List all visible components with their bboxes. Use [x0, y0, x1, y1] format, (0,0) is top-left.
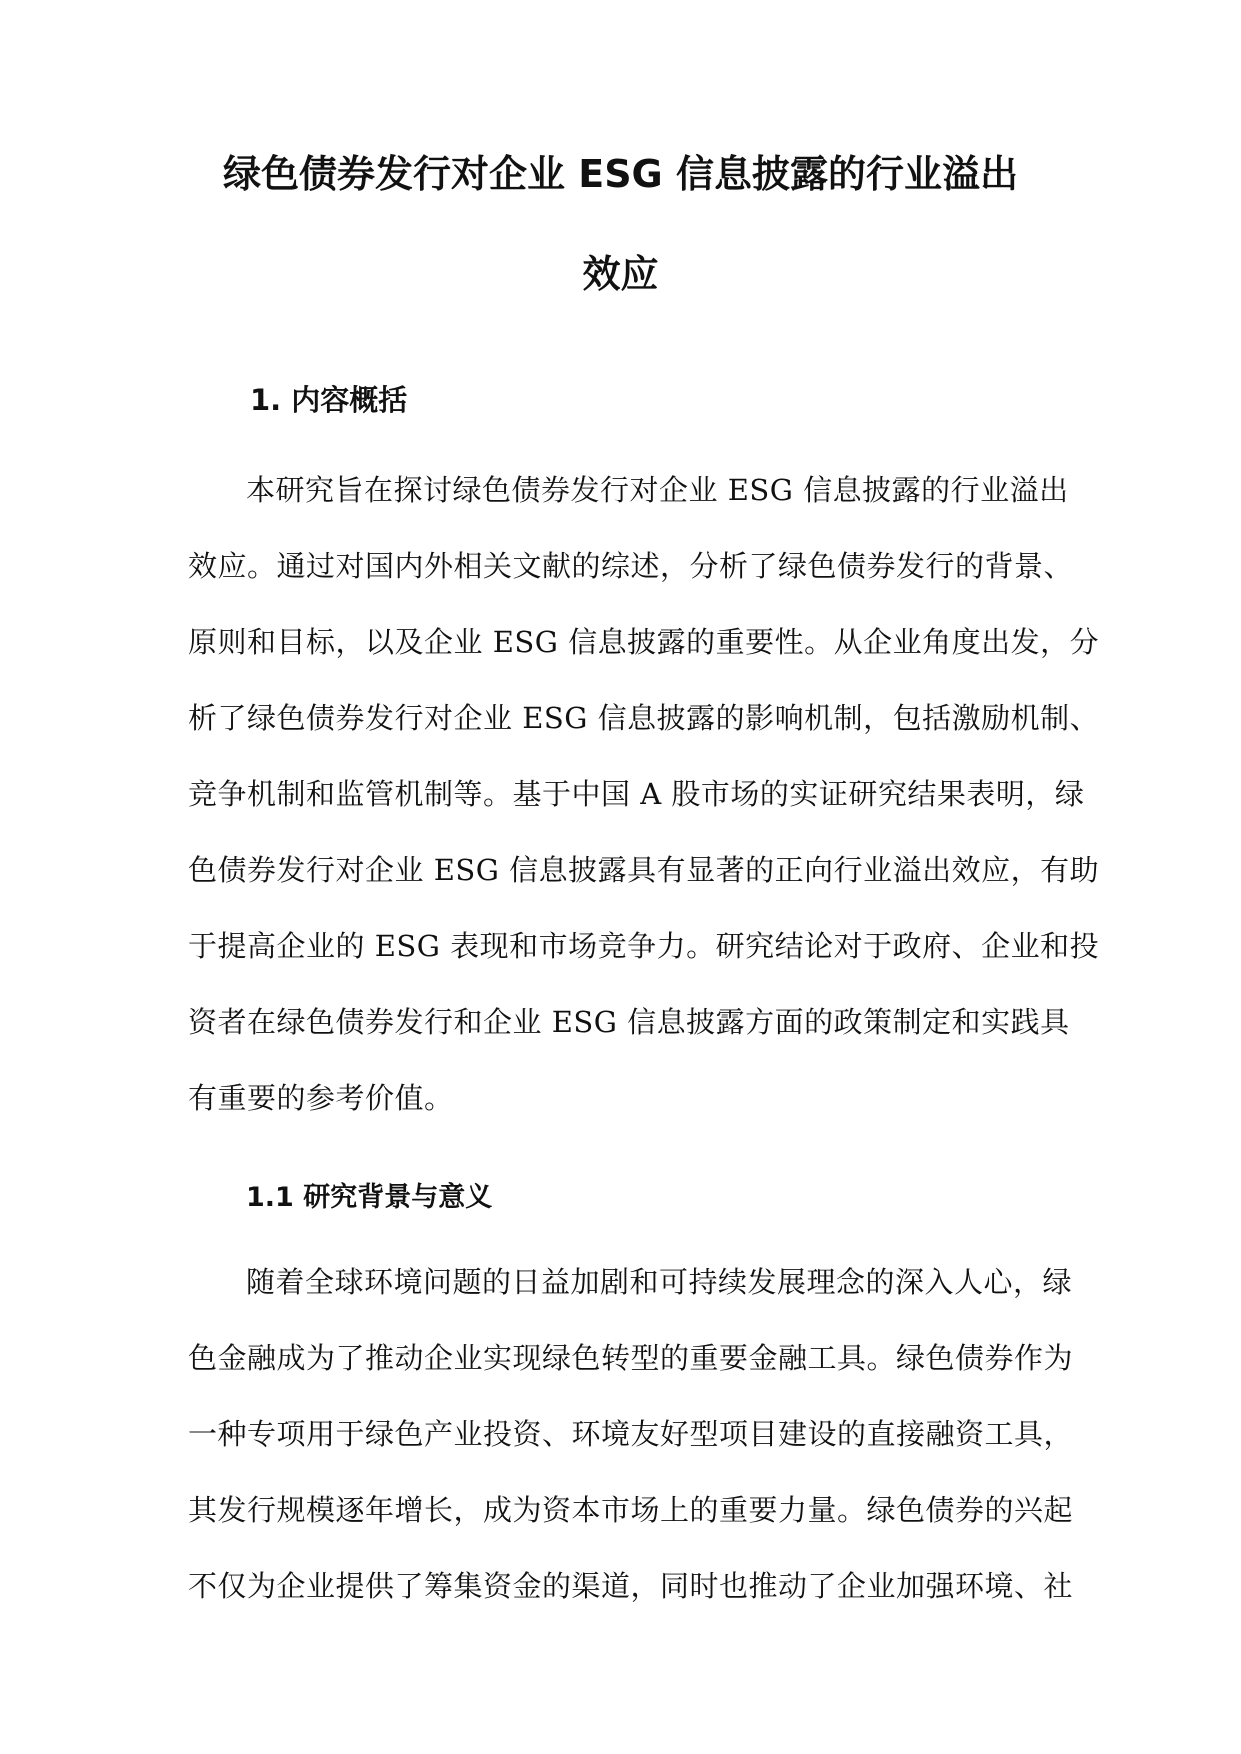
document-title-line-1: 绿色债券发行对企业 ESG 信息披露的行业溢出 [223, 152, 1018, 196]
paragraph-line: 其发行规模逐年增长，成为资本市场上的重要力量。绿色债券的兴起 [188, 1493, 1074, 1527]
paragraph-line: 一种专项用于绿色产业投资、环境友好型项目建设的直接融资工具， [188, 1417, 1074, 1451]
paragraph-line: 资者在绿色债券发行和企业 ESG 信息披露方面的政策制定和实践具 [188, 1005, 1070, 1039]
paragraph-line: 效应。通过对国内外相关文献的综述，分析了绿色债券发行的背景、 [188, 549, 1074, 583]
section-heading-1: 1. 内容概括 [250, 383, 408, 417]
paragraph-line: 不仅为企业提供了筹集资金的渠道，同时也推动了企业加强环境、社 [188, 1569, 1074, 1603]
paragraph-line: 有重要的参考价值。 [188, 1081, 454, 1115]
paragraph-line: 色债券发行对企业 ESG 信息披露具有显著的正向行业溢出效应，有助 [188, 853, 1100, 887]
document-title-line-2: 效应 [582, 252, 659, 296]
paragraph-line: 本研究旨在探讨绿色债券发行对企业 ESG 信息披露的行业溢出 [246, 473, 1069, 507]
paragraph-line: 竞争机制和监管机制等。基于中国 A 股市场的实证研究结果表明，绿 [188, 777, 1085, 811]
paragraph-line: 于提高企业的 ESG 表现和市场竞争力。研究结论对于政府、企业和投 [188, 929, 1100, 963]
paragraph-line: 色金融成为了推动企业实现绿色转型的重要金融工具。绿色债券作为 [188, 1341, 1074, 1375]
paragraph-line: 随着全球环境问题的日益加剧和可持续发展理念的深入人心，绿 [246, 1265, 1073, 1299]
section-heading-1-1: 1.1 研究背景与意义 [246, 1182, 493, 1213]
paragraph-line: 析了绿色债券发行对企业 ESG 信息披露的影响机制，包括激励机制、 [188, 701, 1100, 735]
paragraph-line: 原则和目标，以及企业 ESG 信息披露的重要性。从企业角度出发，分 [188, 625, 1100, 659]
